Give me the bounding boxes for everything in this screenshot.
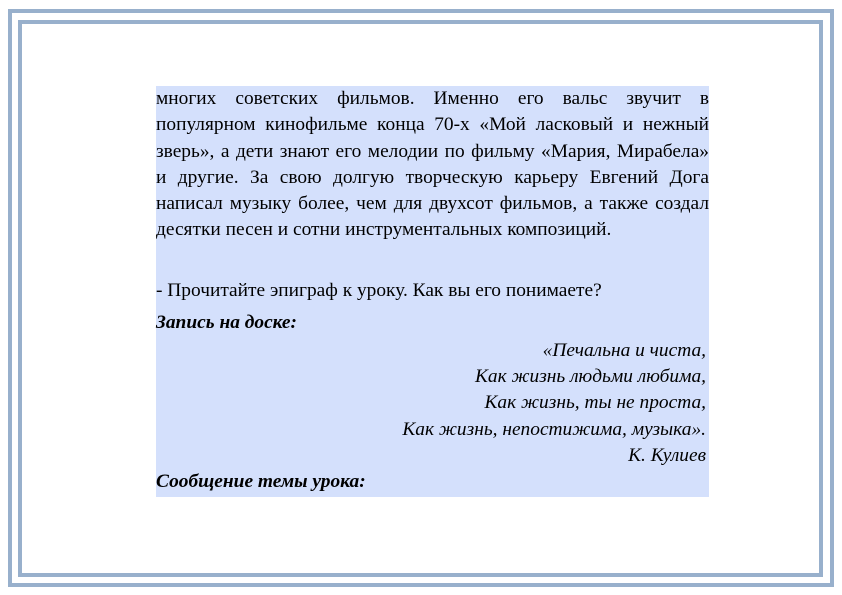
board-note-heading: Запись на доске: (156, 312, 297, 333)
biography-paragraph: многих советских фильмов. Именно его вальс звучит в популярном кинофильме конца 70-х «Мой ласковый и нежный зверь», а дети знают его мелодии по фильму «Мария, Мирабела» и другие. За свою долгую творческую карьеру Евгений Дога написал музыку более, чем для двухсот фильмов, а также создал десятки песен и сотни инструментальных композиций. (156, 88, 709, 241)
epigraph-quote (402, 338, 706, 469)
epigraph-line: Как жизнь, непостижима, музыка». (402, 418, 706, 440)
epigraph-question: - Прочитайте эпиграф к уроку. Как вы его понимаете? (156, 280, 602, 301)
epigraph-author: К. Кулиев (628, 444, 706, 466)
lesson-topic-heading: Сообщение темы урока: (156, 471, 366, 492)
epigraph-line: Как жизнь людьми любима, (475, 366, 706, 388)
epigraph-line: «Печальна и чиста, (542, 340, 706, 361)
slide-text-block (156, 86, 709, 497)
epigraph-line: Как жизнь, ты не проста, (484, 392, 706, 414)
